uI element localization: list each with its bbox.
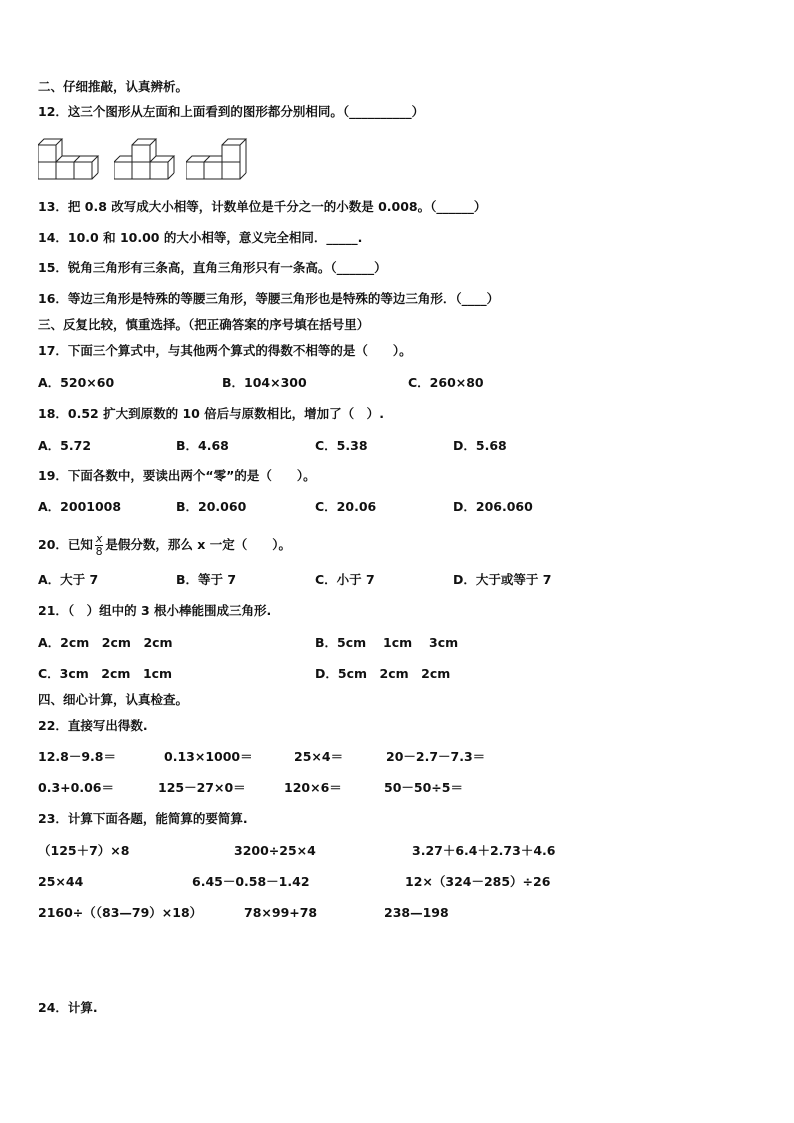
q23-item: 78×99+78	[244, 905, 318, 920]
q19-option-c: C．20.06	[315, 499, 377, 514]
q19-option-b: B．20.060	[176, 499, 247, 514]
q18-option-a: A．5.72	[38, 438, 92, 453]
cube-figure-3	[186, 136, 252, 180]
q22-item: 0.13×1000＝	[164, 749, 253, 764]
section-4-heading: 四、细心计算，认真检查。	[38, 692, 189, 707]
q22-item: 0.3+0.06＝	[38, 780, 114, 795]
q23-item: 12×（324－285）÷26	[405, 874, 551, 889]
q22-item: 12.8－9.8＝	[38, 749, 116, 764]
question-22: 22．直接写出得数.	[38, 718, 148, 733]
q20-option-a: A．大于 7	[38, 572, 99, 587]
q22-item: 120×6＝	[284, 780, 342, 795]
q21-option-c: C．3cm 2cm 1cm	[38, 666, 173, 681]
q22-item: 50－50÷5＝	[384, 780, 463, 795]
q23-item: 3200÷25×4	[234, 843, 316, 858]
q17-option-a: A．520×60	[38, 375, 115, 390]
q18-option-d: D．5.68	[453, 438, 507, 453]
fraction-numerator: x	[95, 532, 103, 545]
fraction-denominator: 8	[95, 545, 103, 558]
q23-item: 238—198	[384, 905, 449, 920]
q22-item: 125－27×0＝	[158, 780, 246, 795]
fraction-x-over-8	[95, 533, 104, 558]
q20-option-b: B．等于 7	[176, 572, 237, 587]
q21-option-d: D．5cm 2cm 2cm	[315, 666, 451, 681]
cube-figure-1	[38, 136, 104, 180]
q22-item: 20－2.7－7.3＝	[386, 749, 486, 764]
question-23: 23．计算下面各题，能简算的要简算.	[38, 811, 248, 826]
section-2-heading: 二、仔细推敲，认真辨析。	[38, 79, 189, 94]
q22-item: 25×4＝	[294, 749, 344, 764]
q23-item: 3.27＋6.4＋2.73＋4.6	[412, 843, 556, 858]
question-17: 17．下面三个算式中，与其他两个算式的得数不相等的是（ ）。	[38, 343, 412, 358]
q23-item: 6.45－0.58－1.42	[192, 874, 310, 889]
q20-suffix: 是假分数，那么 x 一定（ ）。	[105, 537, 291, 552]
q23-item: 2160÷（（83—79）×18）	[38, 905, 203, 920]
question-18: 18．0.52 扩大到原数的 10 倍后与原数相比，增加了（ ）.	[38, 406, 384, 421]
question-14: 14．10.0 和 10.00 的大小相等，意义完全相同．_____.	[38, 230, 363, 245]
q17-option-c: C．260×80	[408, 375, 484, 390]
q23-item: 25×44	[38, 874, 84, 889]
q23-item: （125＋7）×8	[38, 843, 130, 858]
question-19: 19．下面各数中，要读出两个“零”的是（ ）。	[38, 468, 316, 483]
q19-option-d: D．206.060	[453, 499, 533, 514]
q20-option-d: D．大于或等于 7	[453, 572, 552, 587]
q20-option-c: C．小于 7	[315, 572, 375, 587]
cube-figure-2	[114, 136, 180, 180]
question-12: 12．这三个图形从左面和上面看到的图形都分别相同。（__________）	[38, 104, 425, 119]
q18-option-b: B．4.68	[176, 438, 229, 453]
question-15: 15．锐角三角形有三条高，直角三角形只有一条高。（______）	[38, 260, 387, 275]
question-24: 24．计算.	[38, 1000, 98, 1015]
q17-option-b: B．104×300	[222, 375, 307, 390]
question-13: 13．把 0.8 改写成大小相等，计数单位是千分之一的小数是 0.008。（______）	[38, 199, 487, 214]
q20-prefix: 20．已知	[38, 537, 93, 552]
q21-option-b: B．5cm 1cm 3cm	[315, 635, 459, 650]
q19-option-a: A．2001008	[38, 499, 122, 514]
question-20	[38, 530, 291, 560]
section-3-heading: 三、反复比较，慎重选择。（把正确答案的序号填在括号里）	[38, 317, 370, 332]
q21-option-a: A．2cm 2cm 2cm	[38, 635, 173, 650]
question-21: 21．（ ）组中的 3 根小棒能围成三角形.	[38, 603, 272, 618]
q18-option-c: C．5.38	[315, 438, 368, 453]
question-16: 16．等边三角形是特殊的等腰三角形，等腰三角形也是特殊的等边三角形．（____）	[38, 291, 500, 306]
